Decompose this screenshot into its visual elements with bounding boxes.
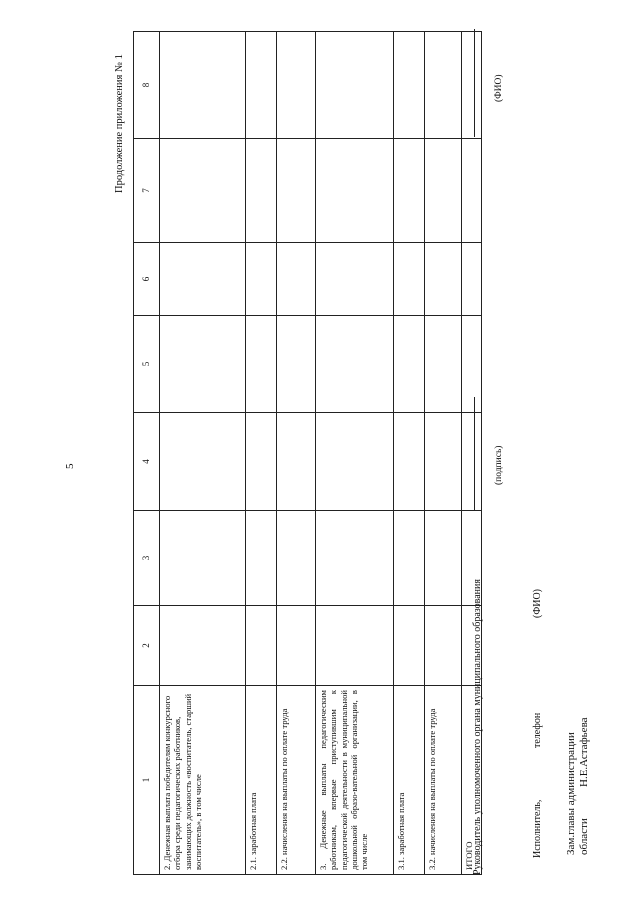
cell (316, 243, 394, 316)
cell (246, 139, 277, 243)
cell (246, 511, 277, 606)
page-number: 5 (64, 463, 76, 469)
cell (394, 606, 425, 686)
cell (160, 32, 246, 139)
table-row (316, 32, 394, 875)
cell (277, 139, 316, 243)
cell (394, 316, 425, 413)
cell (277, 243, 316, 316)
cell (425, 413, 462, 511)
deputy-name: Н.Е.Астафьева (578, 717, 590, 787)
table-row (277, 32, 316, 875)
cell (394, 413, 425, 511)
cell (316, 606, 394, 686)
deputy-title-line2: области (578, 818, 590, 855)
cell (160, 139, 246, 243)
cell (394, 243, 425, 316)
header-row (134, 32, 160, 875)
cell (425, 316, 462, 413)
cell (277, 606, 316, 686)
table-row (394, 32, 425, 875)
header-col-3: 3 (134, 511, 160, 606)
phone-label: телефон (532, 712, 543, 748)
cell (246, 316, 277, 413)
continuation-note: Продолжение приложения № 1 (114, 54, 125, 193)
head-signature-label: Руководитель уполномоченного органа муниципального образования (472, 579, 483, 875)
cell (394, 511, 425, 606)
row-label: 3. Денежные выплаты педагогическим работникам, впервые приступившим к педагогической деятельности в муниципальной дошкольной образо-вательной организации, в том числе (316, 686, 394, 875)
cell (277, 413, 316, 511)
row-label: 2.1. заработная плата (246, 686, 277, 875)
header-col-6: 6 (134, 243, 160, 316)
cell (160, 316, 246, 413)
cell (425, 243, 462, 316)
cell (462, 413, 482, 511)
cell (425, 606, 462, 686)
cell (462, 139, 482, 243)
cell (462, 316, 482, 413)
cell (246, 243, 277, 316)
cell (246, 413, 277, 511)
fio-line (474, 29, 475, 137)
cell (160, 606, 246, 686)
row-label: 2. Денежная выплата победителям конкурсного отбора среди педагогических работников, занимающих должность «воспитатель, старший воспитатель», в том числе (160, 686, 246, 875)
cell (160, 243, 246, 316)
header-col-1: 1 (134, 686, 160, 875)
fio-caption: (ФИО) (494, 74, 504, 102)
cell (316, 413, 394, 511)
row-label: 3.2. начисления на выплаты по оплате труда (425, 686, 462, 875)
header-col-8: 8 (134, 32, 160, 139)
appendix-table (133, 31, 482, 875)
cell (394, 139, 425, 243)
cell (394, 32, 425, 139)
table-row (425, 32, 462, 875)
executor-fio-caption: (ФИО) (532, 588, 543, 618)
row-label-total: ИТОГО (462, 686, 482, 875)
header-col-5: 5 (134, 316, 160, 413)
cell (316, 316, 394, 413)
cell (160, 413, 246, 511)
signature-line (474, 397, 475, 511)
signature-caption: (подпись) (494, 445, 504, 485)
cell (425, 139, 462, 243)
cell (462, 32, 482, 139)
cell (316, 511, 394, 606)
cell (246, 32, 277, 139)
cell (316, 32, 394, 139)
cell (160, 511, 246, 606)
cell (246, 606, 277, 686)
cell (277, 32, 316, 139)
cell (277, 511, 316, 606)
table-row (160, 32, 246, 875)
row-label: 3.1. заработная плата (394, 686, 425, 875)
deputy-title-line1: Зам.главы администрации (565, 732, 577, 855)
cell (462, 243, 482, 316)
executor-label: Исполнитель, (532, 799, 543, 858)
header-col-4: 4 (134, 413, 160, 511)
cell (425, 32, 462, 139)
table-row (246, 32, 277, 875)
cell (277, 316, 316, 413)
cell (316, 139, 394, 243)
cell (425, 511, 462, 606)
row-label: 2.2. начисления на выплаты по оплате труда (277, 686, 316, 875)
header-col-7: 7 (134, 139, 160, 243)
header-col-2: 2 (134, 606, 160, 686)
